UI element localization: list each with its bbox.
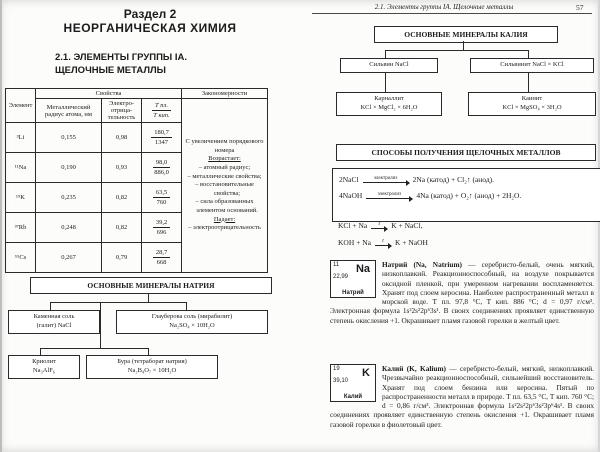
head-rule: [312, 13, 592, 14]
mineral-name: Карналлит: [374, 95, 404, 102]
table-subheader-row: [6, 99, 268, 123]
cell-temperatures: [142, 183, 182, 213]
col-header-radius: Металлический радиус атома, нм: [36, 99, 102, 123]
cell-temperatures: [142, 153, 182, 183]
heat-arrow-icon: [371, 222, 387, 230]
potassium-entry: [330, 364, 594, 429]
connector-line: [40, 348, 41, 355]
cell-element: ¹¹Na: [6, 153, 36, 183]
equation: [339, 175, 599, 184]
connector-line: [50, 302, 187, 303]
patterns-item: – атомный радиус;: [198, 164, 251, 172]
minerals-k-title: ОСНОВНЫЕ МИНЕРАЛЫ КАЛИЯ: [374, 26, 558, 43]
subsection-line1: 2.1. ЭЛЕМЕНТЫ ГРУППЫ IA.: [55, 52, 187, 63]
atomic-number: 19: [333, 366, 340, 372]
sodium-description-lead: Натрий (Na, Natrium): [382, 260, 462, 269]
temperature-fraction: [152, 102, 171, 119]
mineral-formula: (галит) NaCl: [36, 321, 72, 329]
connector-line: [40, 348, 149, 349]
cell-radius: 0,248: [36, 213, 102, 243]
col-header-electronegativity: Электроотрицательность: [102, 99, 142, 123]
col-header-element: Элемент: [6, 89, 36, 123]
methods-title: СПОСОБЫ ПОЛУЧЕНИЯ ЩЕЛОЧНЫХ МЕТАЛЛОВ: [336, 144, 596, 161]
sodium-element-card: [330, 260, 376, 298]
tboil-value: 886,0: [154, 169, 169, 176]
cell-electronegativity: 0,82: [102, 183, 142, 213]
mineral-box-sylvinite: Сильвинит NaCl × KCl: [470, 58, 594, 73]
mineral-box-borax: [86, 355, 218, 379]
patterns-down-label: Падает:: [213, 215, 236, 223]
col-header-patterns: Закономерности: [182, 89, 268, 99]
col-header-temperatures: [142, 99, 182, 123]
tmelt-value: 63,5: [153, 189, 170, 198]
connector-line: [186, 302, 187, 310]
section-label: Раздел 2: [123, 7, 177, 21]
cell-temperatures: [142, 213, 182, 243]
potassium-element-card: [330, 364, 376, 402]
mineral-box-cryolite: [8, 355, 80, 379]
patterns-item: – металлические свойства;: [187, 172, 262, 180]
cell-element: ³Li: [6, 123, 36, 153]
patterns-cell: [182, 99, 268, 273]
equation-left: 2NaCl: [339, 175, 359, 184]
potassium-description-lead: Калий (K, Kalium): [382, 364, 446, 373]
connector-line: [528, 72, 529, 92]
cell-element: ³⁷Rb: [6, 213, 36, 243]
tboil-label: Т кип.: [153, 112, 170, 119]
mineral-formula: Na₃AlF₆: [32, 366, 56, 374]
tboil-value: 696: [156, 229, 167, 236]
connector-line: [463, 41, 464, 50]
mineral-formula: Na₂SO₄ × 10H₂O: [169, 321, 215, 329]
equation-left: KCl + Na: [338, 221, 368, 230]
cell-electronegativity: 0,79: [102, 243, 142, 273]
connector-line: [528, 50, 529, 58]
connector-line: [385, 50, 386, 58]
mineral-formula: KCl × MgSO₄ × 3H₂O: [502, 103, 562, 111]
connector-line: [385, 72, 386, 92]
arrow-label: электролиз: [373, 176, 398, 181]
mineral-name: Бура (тетраборат натрия): [117, 358, 187, 365]
atomic-mass: 22,99: [333, 274, 349, 280]
connector-line: [148, 293, 149, 302]
running-head: 2.1. Элементы группы IA. Щелочные металлы: [374, 3, 514, 11]
connector-line: [100, 302, 101, 348]
tmelt-label: Т пл.: [152, 102, 171, 111]
mineral-name: Глауберова соль (мирабилит): [151, 313, 233, 320]
patterns-item: – сила образованных элементом оснований.: [195, 198, 258, 214]
element-name: Калий: [343, 394, 363, 400]
minerals-na-title: ОСНОВНЫЕ МИНЕРАЛЫ НАТРИЯ: [30, 277, 272, 294]
mineral-box-mirabilite: [116, 310, 268, 334]
equation: [339, 191, 599, 200]
tboil-value: 760: [156, 199, 167, 206]
connector-line: [148, 348, 149, 355]
page-number: 57: [576, 3, 584, 12]
table-header-row: [6, 89, 268, 99]
equation-right: 4Na (катод) + O₂↑ (анод) + 2H₂O.: [416, 191, 522, 200]
cell-electronegativity: 0,82: [102, 213, 142, 243]
mineral-formula: Na₂B₄O₇ × 10H₂O: [127, 366, 177, 374]
potassium-description-body: — серебристо-белый, мягкий, низкоплавкий. Чрезвычайно реакционноспособный, сильнейший восстановитель. Хранят под слоем бензина или керосина. Пятый по распространенности металл в природе. Т пл. 63,5 °С, Т кип. 760 °С; d = 0,86 г/см³. Электронная формула 1s²2s²2p⁶3s²3p⁶4s¹. В своих соединениях проявляет единственную степень окисления +1. Окрашивает пламя газовой горелки в фиолетовый цвет.: [330, 364, 594, 429]
electrolysis-arrow-icon: [366, 192, 412, 199]
patterns-item: – восстановительные свойства;: [195, 181, 254, 197]
cell-element: ⁵⁵Cs: [6, 243, 36, 273]
mineral-box-kainite: [468, 92, 596, 116]
cell-radius: 0,155: [36, 123, 102, 153]
equation-left: KOH + Na: [338, 238, 371, 247]
equation-left: 4NaOH: [339, 191, 363, 200]
cell-radius: 0,267: [36, 243, 102, 273]
cell-radius: 0,235: [36, 183, 102, 213]
connector-line: [50, 302, 51, 310]
electrolysis-equations-box: [332, 168, 600, 222]
cell-electronegativity: 0,93: [102, 153, 142, 183]
sodium-entry: [330, 260, 594, 325]
equation: [338, 238, 428, 247]
mineral-formula: KCl × MgCl₂ × 6H₂O: [360, 103, 418, 111]
tmelt-value: 98,0: [153, 159, 170, 168]
sodium-description-body: — серебристо-белый, очень мягкий, низкоплавкий. Реакционноспособный, на воздухе покрывается оксидной пленкой, при умеренном нагревании воспламеняется. Хранят под слоем керосина. Наиболее распространенный металл в морской воде. Т пл. 97,8 °С, Т кип. 886 °С; d = 0,97 г/см³. Электронная формула 1s²2s²2p⁶3s¹. В своих соединениях проявляет единственную степень окисления +1. Окрашивает пламя газовой горелки в желтый цвет.: [330, 260, 594, 325]
patterns-up-label: Возрастает:: [208, 155, 241, 163]
atomic-number: 11: [333, 262, 340, 268]
mineral-name: Криолит: [32, 358, 56, 365]
atomic-mass: 39,10: [333, 378, 349, 384]
cell-electronegativity: 0,98: [102, 123, 142, 153]
connector-line: [385, 50, 529, 51]
subsection-line2: ЩЕЛОЧНЫЕ МЕТАЛЛЫ: [55, 65, 166, 76]
mineral-box-halite: [8, 310, 100, 334]
tmelt-value: 180,7: [151, 129, 172, 138]
mineral-name: Каменная соль: [33, 313, 75, 320]
equation-right: K + NaCl,: [391, 221, 423, 230]
equation-right: K + NaOH: [394, 238, 428, 247]
equation-right: 2Na (катод) + Cl₂↑ (анод).: [412, 175, 495, 184]
cell-temperatures: [142, 123, 182, 153]
tboil-value: 1347: [155, 139, 168, 146]
element-name: Натрий: [342, 290, 364, 296]
equation: [338, 221, 422, 230]
tmelt-value: 39,2: [153, 219, 170, 228]
arrow-label: t: [382, 237, 384, 244]
mineral-box-sylvin: Сильвин NaCl: [340, 58, 438, 73]
patterns-intro: С увеличением порядкового номера: [185, 138, 264, 154]
patterns-item: – электроотрицательность: [188, 224, 261, 232]
page-edge-left: [0, 0, 2, 452]
alkali-metals-table: [5, 88, 268, 273]
cell-radius: 0,190: [36, 153, 102, 183]
heat-arrow-icon: [375, 239, 391, 247]
cell-element: ¹⁹K: [6, 183, 36, 213]
section-title: НЕОРГАНИЧЕСКАЯ ХИМИЯ: [63, 21, 237, 35]
cell-temperatures: [142, 243, 182, 273]
arrow-label: электролиз: [377, 192, 402, 197]
electrolysis-arrow-icon: [363, 176, 409, 183]
arrow-label: t: [378, 220, 380, 227]
mineral-name: Каинит: [521, 95, 543, 102]
tmelt-value: 28,7: [153, 249, 170, 258]
element-symbol: Na: [355, 263, 370, 275]
tboil-value: 668: [156, 259, 167, 266]
element-symbol: K: [362, 367, 370, 379]
mineral-box-carnallite: [336, 92, 442, 116]
subsection-title: [55, 51, 187, 77]
col-header-properties: Свойства: [36, 89, 182, 99]
